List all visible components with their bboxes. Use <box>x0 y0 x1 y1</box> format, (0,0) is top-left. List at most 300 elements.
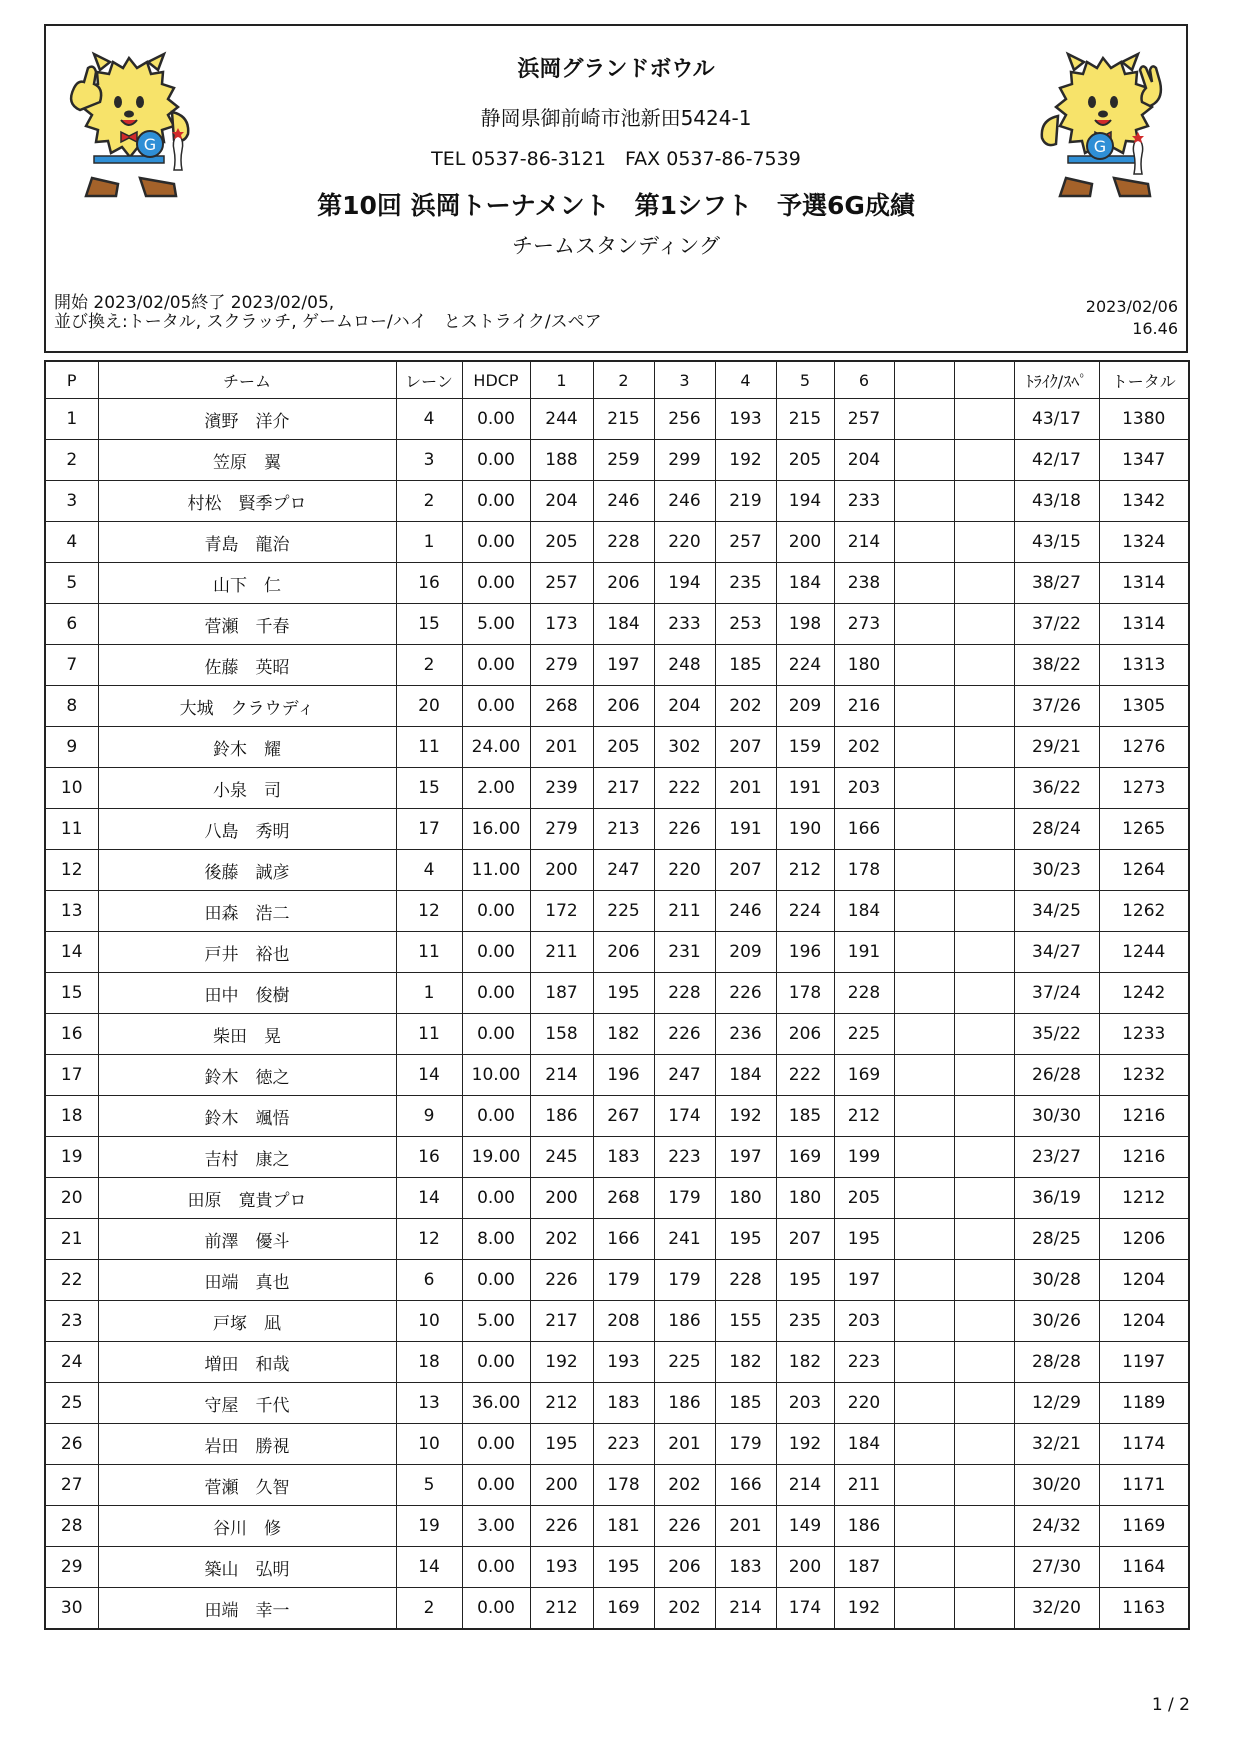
table-cell: 257 <box>530 563 593 604</box>
table-row <box>45 1096 1189 1137</box>
table-cell: 239 <box>530 768 593 809</box>
table-cell: 2 <box>396 1588 462 1630</box>
table-cell <box>954 809 1014 850</box>
table-cell: 11 <box>396 932 462 973</box>
table-cell: 193 <box>715 399 776 440</box>
table-cell: 166 <box>834 809 894 850</box>
table-cell: 235 <box>715 563 776 604</box>
table-cell: 246 <box>593 481 654 522</box>
table-cell: 225 <box>593 891 654 932</box>
table-cell: 0.00 <box>462 1588 530 1630</box>
table-cell: 2 <box>396 481 462 522</box>
table-cell: 0.00 <box>462 973 530 1014</box>
table-cell: 19.00 <box>462 1137 530 1178</box>
table-row <box>45 1055 1189 1096</box>
table-cell: 169 <box>776 1137 834 1178</box>
table-cell: 205 <box>834 1178 894 1219</box>
table-cell <box>894 1137 954 1178</box>
svg-text:G: G <box>143 135 157 154</box>
table-cell: 1 <box>396 973 462 1014</box>
table-row <box>45 1137 1189 1178</box>
table-cell: 28/25 <box>1014 1219 1099 1260</box>
table-cell: 180 <box>715 1178 776 1219</box>
table-cell: 29 <box>45 1547 98 1588</box>
table-cell: 204 <box>834 440 894 481</box>
table-cell: 158 <box>530 1014 593 1055</box>
team-name-cell: 柴田 晃 <box>98 1014 396 1055</box>
table-cell: 178 <box>593 1465 654 1506</box>
table-row <box>45 768 1189 809</box>
table-row <box>45 727 1189 768</box>
table-cell: 3 <box>45 481 98 522</box>
table-cell: 10.00 <box>462 1055 530 1096</box>
team-name-cell: 青島 龍治 <box>98 522 396 563</box>
table-cell: 6 <box>396 1260 462 1301</box>
team-name-cell: 鈴木 颯悟 <box>98 1096 396 1137</box>
table-cell: 1204 <box>1099 1301 1189 1342</box>
table-cell: 1324 <box>1099 522 1189 563</box>
table-cell: 268 <box>593 1178 654 1219</box>
table-cell: 220 <box>834 1383 894 1424</box>
table-cell: 200 <box>530 1465 593 1506</box>
table-cell: 4 <box>396 399 462 440</box>
table-cell: 246 <box>715 891 776 932</box>
table-cell: 1233 <box>1099 1014 1189 1055</box>
table-cell <box>894 686 954 727</box>
table-cell: 182 <box>593 1014 654 1055</box>
table-cell: 179 <box>715 1424 776 1465</box>
table-cell <box>894 481 954 522</box>
table-cell: 180 <box>834 645 894 686</box>
table-cell: 233 <box>654 604 715 645</box>
table-cell: 1265 <box>1099 809 1189 850</box>
table-cell: 35/22 <box>1014 1014 1099 1055</box>
column-header: 3 <box>654 361 715 399</box>
table-cell: 184 <box>593 604 654 645</box>
table-cell: 30/28 <box>1014 1260 1099 1301</box>
table-cell: 226 <box>715 973 776 1014</box>
table-cell: 231 <box>654 932 715 973</box>
table-cell: 1313 <box>1099 645 1189 686</box>
table-row <box>45 604 1189 645</box>
team-name-cell: 築山 弘明 <box>98 1547 396 1588</box>
table-cell <box>894 1096 954 1137</box>
table-cell <box>894 973 954 1014</box>
table-cell: 226 <box>654 809 715 850</box>
table-cell: 179 <box>654 1260 715 1301</box>
table-cell: 214 <box>715 1588 776 1630</box>
sort-line: 並び換え:トータル, スクラッチ, ゲームロー/ハイ とストライク/スペア <box>54 312 602 332</box>
table-cell: 12 <box>396 891 462 932</box>
table-cell: 225 <box>834 1014 894 1055</box>
table-cell: 28 <box>45 1506 98 1547</box>
table-cell: 197 <box>834 1260 894 1301</box>
table-cell: 16 <box>45 1014 98 1055</box>
table-cell: 1232 <box>1099 1055 1189 1096</box>
table-row <box>45 1219 1189 1260</box>
table-cell: 1 <box>396 522 462 563</box>
table-cell: 30/23 <box>1014 850 1099 891</box>
table-cell: 197 <box>593 645 654 686</box>
table-cell: 10 <box>396 1301 462 1342</box>
table-cell: 194 <box>654 563 715 604</box>
table-row <box>45 1301 1189 1342</box>
table-cell: 18 <box>45 1096 98 1137</box>
team-name-cell: 守屋 千代 <box>98 1383 396 1424</box>
table-row <box>45 1383 1189 1424</box>
table-cell: 225 <box>654 1342 715 1383</box>
table-cell: 206 <box>593 932 654 973</box>
table-cell <box>954 1301 1014 1342</box>
table-cell <box>894 440 954 481</box>
table-cell: 201 <box>530 727 593 768</box>
table-cell <box>894 1342 954 1383</box>
table-cell: 187 <box>530 973 593 1014</box>
table-cell <box>894 1055 954 1096</box>
table-cell: 279 <box>530 645 593 686</box>
table-cell: 32/20 <box>1014 1588 1099 1630</box>
table-cell: 200 <box>530 850 593 891</box>
table-cell <box>894 604 954 645</box>
team-name-cell: 田森 浩二 <box>98 891 396 932</box>
table-cell <box>954 1506 1014 1547</box>
table-cell: 12 <box>45 850 98 891</box>
table-cell: 38/22 <box>1014 645 1099 686</box>
table-cell: 195 <box>715 1219 776 1260</box>
table-cell: 9 <box>396 1096 462 1137</box>
table-cell: 1164 <box>1099 1547 1189 1588</box>
report-title: 第10回 浜岡トーナメント 第1シフト 予選6G成績 <box>317 191 915 220</box>
column-header: 6 <box>834 361 894 399</box>
table-cell: 1163 <box>1099 1588 1189 1630</box>
table-cell: 186 <box>530 1096 593 1137</box>
table-cell: 1264 <box>1099 850 1189 891</box>
table-cell: 183 <box>593 1383 654 1424</box>
table-cell <box>954 645 1014 686</box>
team-name-cell: 増田 和哉 <box>98 1342 396 1383</box>
table-cell: 245 <box>530 1137 593 1178</box>
table-cell: 228 <box>593 522 654 563</box>
table-cell: 203 <box>776 1383 834 1424</box>
table-cell: 203 <box>834 1301 894 1342</box>
table-cell: 0.00 <box>462 522 530 563</box>
table-cell: 34/25 <box>1014 891 1099 932</box>
table-cell: 201 <box>715 768 776 809</box>
table-cell: 202 <box>530 1219 593 1260</box>
header-row <box>45 361 1189 399</box>
table-cell: 2 <box>45 440 98 481</box>
table-cell <box>954 1219 1014 1260</box>
table-cell: 211 <box>654 891 715 932</box>
table-cell: 1273 <box>1099 768 1189 809</box>
table-cell <box>894 932 954 973</box>
team-name-cell: 戸井 裕也 <box>98 932 396 973</box>
venue-name: 浜岡グランドボウル <box>517 57 715 82</box>
table-cell: 186 <box>654 1383 715 1424</box>
table-cell: 10 <box>45 768 98 809</box>
table-cell: 1204 <box>1099 1260 1189 1301</box>
table-cell: 38/27 <box>1014 563 1099 604</box>
table-cell: 220 <box>654 850 715 891</box>
team-name-cell: 菅瀬 千春 <box>98 604 396 645</box>
table-cell: 1171 <box>1099 1465 1189 1506</box>
table-cell: 187 <box>834 1547 894 1588</box>
table-cell: 36.00 <box>462 1383 530 1424</box>
table-cell: 212 <box>530 1588 593 1630</box>
table-cell: 257 <box>834 399 894 440</box>
table-cell: 0.00 <box>462 481 530 522</box>
table-cell: 1 <box>45 399 98 440</box>
table-cell: 178 <box>834 850 894 891</box>
table-cell: 256 <box>654 399 715 440</box>
table-cell <box>954 686 1014 727</box>
table-cell: 226 <box>654 1014 715 1055</box>
table-row <box>45 973 1189 1014</box>
table-cell: 25 <box>45 1383 98 1424</box>
table-cell <box>894 1219 954 1260</box>
table-cell: 2 <box>396 645 462 686</box>
table-cell <box>954 1096 1014 1137</box>
report-subtitle: チームスタンディング <box>512 234 720 258</box>
table-cell: 1244 <box>1099 932 1189 973</box>
table-cell: 233 <box>834 481 894 522</box>
table-cell: 0.00 <box>462 1424 530 1465</box>
table-cell: 185 <box>715 1383 776 1424</box>
table-cell: 190 <box>776 809 834 850</box>
table-cell: 20 <box>396 686 462 727</box>
team-name-cell: 八島 秀明 <box>98 809 396 850</box>
svg-text:G: G <box>1093 137 1107 156</box>
table-cell <box>894 768 954 809</box>
table-cell: 17 <box>396 809 462 850</box>
table-cell <box>954 768 1014 809</box>
table-header <box>45 361 1189 399</box>
table-cell: 16.00 <box>462 809 530 850</box>
table-cell: 0.00 <box>462 399 530 440</box>
table-cell: 0.00 <box>462 1342 530 1383</box>
table-cell: 219 <box>715 481 776 522</box>
table-cell: 204 <box>654 686 715 727</box>
table-row <box>45 399 1189 440</box>
table-cell <box>954 727 1014 768</box>
table-cell <box>954 1014 1014 1055</box>
table-cell <box>894 1014 954 1055</box>
table-cell: 42/17 <box>1014 440 1099 481</box>
table-cell <box>894 1260 954 1301</box>
table-cell: 228 <box>834 973 894 1014</box>
table-cell: 0.00 <box>462 645 530 686</box>
table-cell: 37/24 <box>1014 973 1099 1014</box>
team-name-cell: 戸塚 凪 <box>98 1301 396 1342</box>
table-row <box>45 440 1189 481</box>
table-row <box>45 563 1189 604</box>
venue-address: 静岡県御前崎市池新田5424-1 <box>480 106 752 130</box>
table-cell <box>954 440 1014 481</box>
column-header: 1 <box>530 361 593 399</box>
table-cell: 0.00 <box>462 1547 530 1588</box>
table-cell: 13 <box>396 1383 462 1424</box>
table-cell: 10 <box>396 1424 462 1465</box>
table-cell: 173 <box>530 604 593 645</box>
table-cell: 244 <box>530 399 593 440</box>
table-cell: 1169 <box>1099 1506 1189 1547</box>
table-cell: 18 <box>396 1342 462 1383</box>
table-cell: 4 <box>45 522 98 563</box>
page-number: 1 / 2 <box>1151 1695 1190 1715</box>
table-cell: 209 <box>715 932 776 973</box>
table-cell: 228 <box>715 1260 776 1301</box>
table-cell <box>954 850 1014 891</box>
table-cell: 212 <box>834 1096 894 1137</box>
table-cell: 27/30 <box>1014 1547 1099 1588</box>
table-cell: 3 <box>396 440 462 481</box>
table-cell: 27 <box>45 1465 98 1506</box>
table-cell: 26 <box>45 1424 98 1465</box>
table-cell: 36/19 <box>1014 1178 1099 1219</box>
column-header: レーン <box>396 361 462 399</box>
table-cell: 196 <box>593 1055 654 1096</box>
table-cell <box>954 932 1014 973</box>
table-cell: 28/24 <box>1014 809 1099 850</box>
table-cell: 179 <box>593 1260 654 1301</box>
table-row <box>45 1014 1189 1055</box>
table-cell: 23/27 <box>1014 1137 1099 1178</box>
table-cell: 185 <box>715 645 776 686</box>
table-cell: 184 <box>776 563 834 604</box>
table-cell <box>954 1055 1014 1096</box>
table-cell: 1342 <box>1099 481 1189 522</box>
table-cell: 195 <box>593 1547 654 1588</box>
table-cell: 204 <box>530 481 593 522</box>
table-cell: 6 <box>45 604 98 645</box>
table-cell <box>954 891 1014 932</box>
team-name-cell: 後藤 誠彦 <box>98 850 396 891</box>
table-cell: 223 <box>654 1137 715 1178</box>
table-cell <box>894 563 954 604</box>
table-cell: 178 <box>776 973 834 1014</box>
table-cell: 43/17 <box>1014 399 1099 440</box>
table-cell: 205 <box>776 440 834 481</box>
table-cell: 172 <box>530 891 593 932</box>
table-cell: 223 <box>834 1342 894 1383</box>
table-row <box>45 1342 1189 1383</box>
table-cell <box>894 1465 954 1506</box>
report-header <box>44 24 1188 353</box>
table-cell: 183 <box>715 1547 776 1588</box>
table-cell: 213 <box>593 809 654 850</box>
table-cell: 22 <box>45 1260 98 1301</box>
table-row <box>45 1506 1189 1547</box>
table-cell: 19 <box>45 1137 98 1178</box>
table-cell: 192 <box>530 1342 593 1383</box>
table-cell: 11 <box>396 1014 462 1055</box>
column-header: 5 <box>776 361 834 399</box>
table-cell: 14 <box>396 1178 462 1219</box>
table-cell: 8.00 <box>462 1219 530 1260</box>
team-name-cell: 笠原 翼 <box>98 440 396 481</box>
table-cell: 195 <box>593 973 654 1014</box>
table-cell: 11 <box>396 727 462 768</box>
column-header: トータル <box>1099 361 1189 399</box>
table-cell <box>954 604 1014 645</box>
table-cell: 299 <box>654 440 715 481</box>
table-cell <box>954 973 1014 1014</box>
table-cell <box>894 727 954 768</box>
table-cell: 241 <box>654 1219 715 1260</box>
team-name-cell: 前澤 優斗 <box>98 1219 396 1260</box>
table-cell: 1216 <box>1099 1137 1189 1178</box>
table-cell: 1380 <box>1099 399 1189 440</box>
table-cell: 30/30 <box>1014 1096 1099 1137</box>
table-cell <box>894 1424 954 1465</box>
table-cell: 1242 <box>1099 973 1189 1014</box>
table-cell: 222 <box>776 1055 834 1096</box>
table-cell: 192 <box>776 1424 834 1465</box>
table-cell: 30/26 <box>1014 1301 1099 1342</box>
table-cell <box>894 1506 954 1547</box>
table-cell: 193 <box>530 1547 593 1588</box>
team-name-cell: 濱野 洋介 <box>98 399 396 440</box>
table-cell <box>954 1465 1014 1506</box>
table-cell <box>894 1383 954 1424</box>
table-cell: 1276 <box>1099 727 1189 768</box>
table-cell: 197 <box>715 1137 776 1178</box>
table-cell: 0.00 <box>462 1178 530 1219</box>
table-cell: 238 <box>834 563 894 604</box>
team-name-cell: 吉村 康之 <box>98 1137 396 1178</box>
table-row <box>45 1424 1189 1465</box>
table-cell: 194 <box>776 481 834 522</box>
table-cell: 200 <box>530 1178 593 1219</box>
table-cell: 208 <box>593 1301 654 1342</box>
table-cell: 149 <box>776 1506 834 1547</box>
table-cell: 188 <box>530 440 593 481</box>
table-cell: 228 <box>654 973 715 1014</box>
table-cell: 30/20 <box>1014 1465 1099 1506</box>
table-cell: 212 <box>776 850 834 891</box>
table-cell: 206 <box>593 686 654 727</box>
table-cell: 169 <box>593 1588 654 1630</box>
table-cell: 23 <box>45 1301 98 1342</box>
table-cell: 34/27 <box>1014 932 1099 973</box>
table-cell: 11.00 <box>462 850 530 891</box>
table-row <box>45 481 1189 522</box>
table-cell <box>894 399 954 440</box>
table-cell: 191 <box>776 768 834 809</box>
table-cell: 8 <box>45 686 98 727</box>
table-cell: 206 <box>776 1014 834 1055</box>
table-cell: 0.00 <box>462 686 530 727</box>
table-cell: 37/26 <box>1014 686 1099 727</box>
table-cell: 215 <box>593 399 654 440</box>
column-header <box>894 361 954 399</box>
table-cell: 186 <box>834 1506 894 1547</box>
table-cell: 196 <box>776 932 834 973</box>
table-cell: 205 <box>530 522 593 563</box>
table-cell <box>954 563 1014 604</box>
table-cell: 202 <box>715 686 776 727</box>
table-cell: 1262 <box>1099 891 1189 932</box>
team-name-cell: 大城 クラウディ <box>98 686 396 727</box>
table-cell: 1305 <box>1099 686 1189 727</box>
table-cell: 1197 <box>1099 1342 1189 1383</box>
table-cell: 223 <box>593 1424 654 1465</box>
table-cell: 3.00 <box>462 1506 530 1547</box>
table-cell: 207 <box>715 850 776 891</box>
table-cell: 226 <box>530 1506 593 1547</box>
table-cell: 202 <box>654 1588 715 1630</box>
mascot-peace-sign-icon <box>1028 40 1178 205</box>
